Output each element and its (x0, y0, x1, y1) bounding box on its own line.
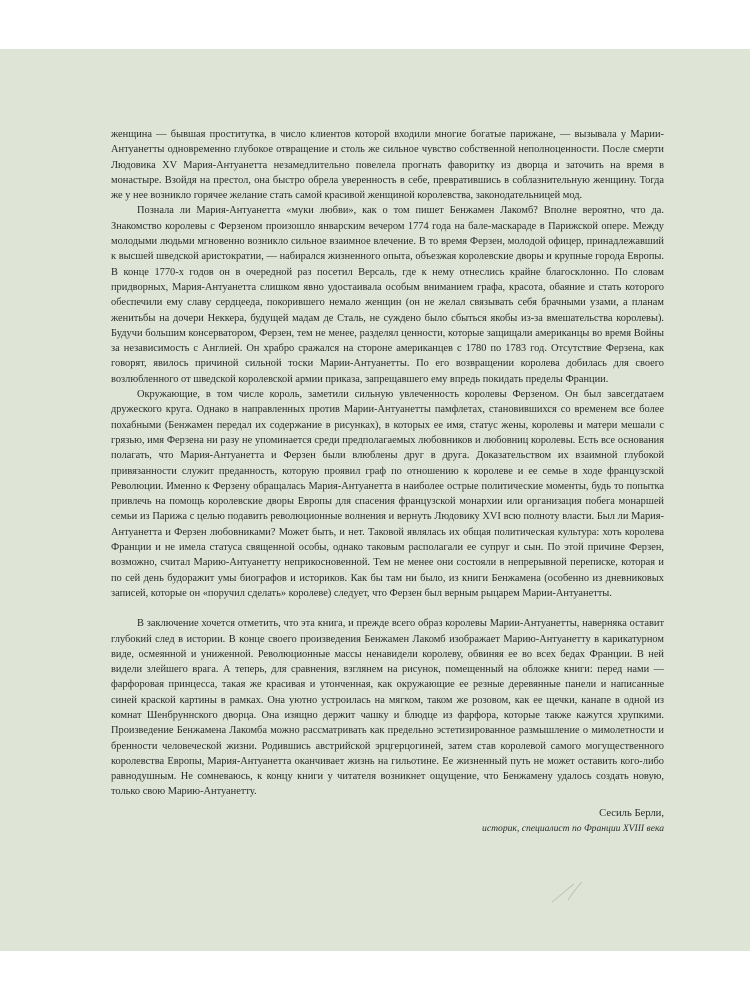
paragraph: В заключение хочется отметить, что эта книга, и прежде всего образ королевы Марии-Антуанетты, наверняка оставит глубокий след в истории. В конце своего произведения Бенжамен Лакомб изображает Марию-Антуанетту в карикатурном виде, осмеянной и униженной. Революционные массы ненавидели королеву, обвиняя ее во всех бедах Франции. В ней видели злейшего врага. А теперь, для сравнения, взглянем на рисунок, помещенный на обложке книги: перед нами — фарфоровая принцесса, такая же красивая и утонченная, как окружающие ее резные деревянные панели и написанные синей краской картины в рамках. Она уютно устроилась на мягком, таком же розовом, как ее щечки, канапе в одной из комнат Шенбруннского дворца. Она изящно держит чашку и блюдце из фарфора, которые также кажутся хрупкими. Произведение Бенжамена Лакомба можно рассматривать как предельно эстетизированное размышление о мимолетности и бренности человеческой жизни. Родившись австрийской эрцгерцогиней, затем став королевой самого могущественного королевства Европы, Мария-Антуанетта оканчивает жизнь на гильотине. Ее жизненный путь не может оставить кого-либо равнодушным. Не сомневаюсь, к концу книги у читателя возникнет ощущение, что Бенжамену удалось создать новую, только свою Марию-Антуанетту. (111, 618, 664, 798)
paragraph: Окружающие, в том числе король, заметили сильную увлеченность королевы Ферзеном. Он был завсегдатаем дружеского круга. Однако в направленных против Марии-Антуанетты памфлетах, становившихся со временем все более похабными (Бенжамен передал их содержание в рисунках), в которых ее имя, статус жены, королевы и матери мешали с грязью, имя Ферзена ни разу не упоминается среди предполагаемых любовников и любовниц королевы. Есть все основания полагать, что Мария-Антуанетта и Ферзен были влюблены друг в друга. Доказательством их взаимной глубокой привязанности служит преданность, которую проявил граф по отношению к королеве и ее семье в ходе французской Революции. Именно к Ферзену обращалась Мария-Антуанетта в наиболее острые политические моменты, будь то попытка привлечь на помощь королевские дворы Европы для спасения французской монархии или организация побега монаршей семьи из Парижа с целью подавить революционные волнения и вернуть Людовику XVI всю полноту власти. Был ли Мария-Антуанетта и Ферзен любовниками? Может быть, и нет. Таковой являлась их общая политическая культура: хоть королева Франции и не имела статуса священной особы, однако таковым располагали ее супруг и сын. По этой причине Ферзен, возможно, считал Марию-Антуанетту неприкосновенной. Тем не менее они состояли в непрерывной переписке, которая и по сей день будоражит умы биографов и историков. Как бы там ни было, из книги Бенжамена (особенно из дневниковых записей, которые он «поручил сделать» королеве) следует, что Ферзен был верным рыцарем Марии-Антуанетты. (111, 389, 664, 599)
author-role: историк, специалист по Франции XVIII века (482, 823, 664, 835)
paragraph: женщина — бывшая проститутка, в число клиентов которой входили многие богатые парижане, — вызывала у Марии-Антуанетты одновременно глубокое отвращение и столь же сильное чувство собственной неполноценности. После смерти Людовика XV Мария-Антуанетта незамедлительно повелела прогнать фаворитку из дворца и заточить на время в монастыре. Взойдя на престол, она быстро обрела уверенность в себе, превратившись в соблазнительную женщину. Тогда же у нее возникло горячее желание стать самой красивой женщиной королевства, законодательницей мод. (111, 129, 664, 202)
signature (111, 806, 664, 837)
pencil-mark (548, 876, 588, 906)
article-body (111, 127, 664, 836)
paragraph: Познала ли Мария-Антуанетта «муки любви», как о том пишет Бенжамен Лакомб? Вполне вероятно, что да. Знакомство королевы с Ферзеном произошло январским вечером 1774 года на бале-маскараде в Парижской опере. Между молодыми людьми мгновенно возникло сильное взаимное влечение. В то время Ферзен, молодой офицер, принадлежавший к высшей шведской аристократии, — набирался жизненного опыта, объезжая королевские дворы и крупные города Европы. В конце 1770-х годов он в очередной раз посетил Версаль, где к нему отнеслись крайне благосклонно. По словам придворных, Мария-Антуанетта слишком явно удостаивала особым вниманием графа, красота, обаяние и стать которого обеспечили ему славу сердцееда, покорившего немало женщин (он не желал связывать себя брачными узами, а планам женитьбы на дочери Неккера, будущей мадам де Сталь, не суждено было сбыться якобы из-за вмешательства королевы). Будучи большим консерватором, Ферзен, тем не менее, разделял ценности, которые защищали американцы во время Войны за независимость с Англией. Он храбро сражался на стороне американцев с 1780 по 1783 год. Отсутствие Ферзена, как говорят, явилось причиной сильной тоски Марии-Антуанетты. По его возвращении королева добилась для своего возлюбленного от шведской королевской армии приказа, запрещавшего ему впредь покидать пределы Франции. (111, 205, 664, 385)
author-name: Сесиль Берли, (599, 807, 664, 819)
